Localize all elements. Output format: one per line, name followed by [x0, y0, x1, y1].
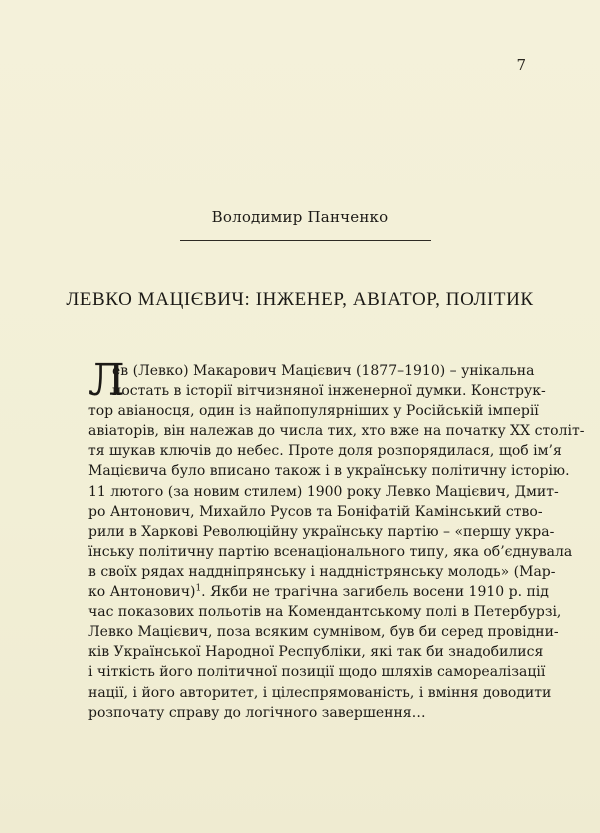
article-title: ЛЕВКО МАЦІЄВИЧ: ІНЖЕНЕР, АВІАТОР, ПОЛІТИК	[66, 289, 534, 310]
body-line: 11 лютого (за новим стилем) 1900 року Левко Мацієвич, Дмит-	[88, 483, 559, 500]
body-line: в своїх рядах наддніпрянську і наддністрянську молодь» (Мар-	[88, 563, 556, 580]
body-line: ев (Левко) Макарович Мацієвич (1877–1910) – унікальна	[112, 363, 535, 379]
body-line: ків Української Народної Республіки, які так би знадобилися	[88, 644, 544, 661]
body-line: Мацієвича було вписано також і в українську політичну історію.	[88, 463, 570, 480]
body-line: тор авіаносця, один із найпопулярніших у Російській імперії	[88, 403, 539, 420]
body-line: постать в історії вітчизняної інженерної думки. Конструк-	[112, 383, 546, 400]
body-line: авіаторів, він належав до числа тих, хто вже на початку ХХ століт-	[88, 423, 585, 440]
page-number: 7	[516, 56, 526, 74]
body-line: ро Антонович, Михайло Русов та Боніфатій Камінський ство-	[88, 503, 543, 520]
body-line: і чіткість його політичної позиції щодо шляхів самореалізації	[88, 664, 546, 681]
body-line: тя шукав ключів до небес. Проте доля розпорядилася, щоб ім’я	[88, 443, 562, 460]
body-line-last: розпочату справу до логічного завершення…	[88, 704, 426, 721]
body-line: нації, і його авторитет, і цілеспрямованість, і вміння доводити	[88, 684, 552, 701]
author-divider	[180, 240, 431, 241]
body-line: рили в Харкові Революційну українську партію – «першу укра-	[88, 523, 555, 540]
footnote-marker[interactable]: 1	[195, 583, 202, 594]
article-body	[88, 355, 585, 723]
body-line-tail: . Якби не трагічна загибель восени 1910 р. під	[201, 584, 549, 601]
body-line: їнську політичну партію всенаціонального типу, яка об’єднувала	[88, 543, 573, 560]
drop-cap: Л	[88, 355, 125, 406]
body-line: Левко Мацієвич, поза всяким сумнівом, був би серед провідни-	[88, 624, 559, 641]
body-line-with-footnote	[88, 582, 549, 602]
author-name: Володимир Панченко	[211, 208, 389, 226]
body-line: час показових польотів на Комендантському полі в Петербурзі,	[88, 604, 562, 621]
body-line-head: ко Антонович)	[88, 584, 196, 601]
